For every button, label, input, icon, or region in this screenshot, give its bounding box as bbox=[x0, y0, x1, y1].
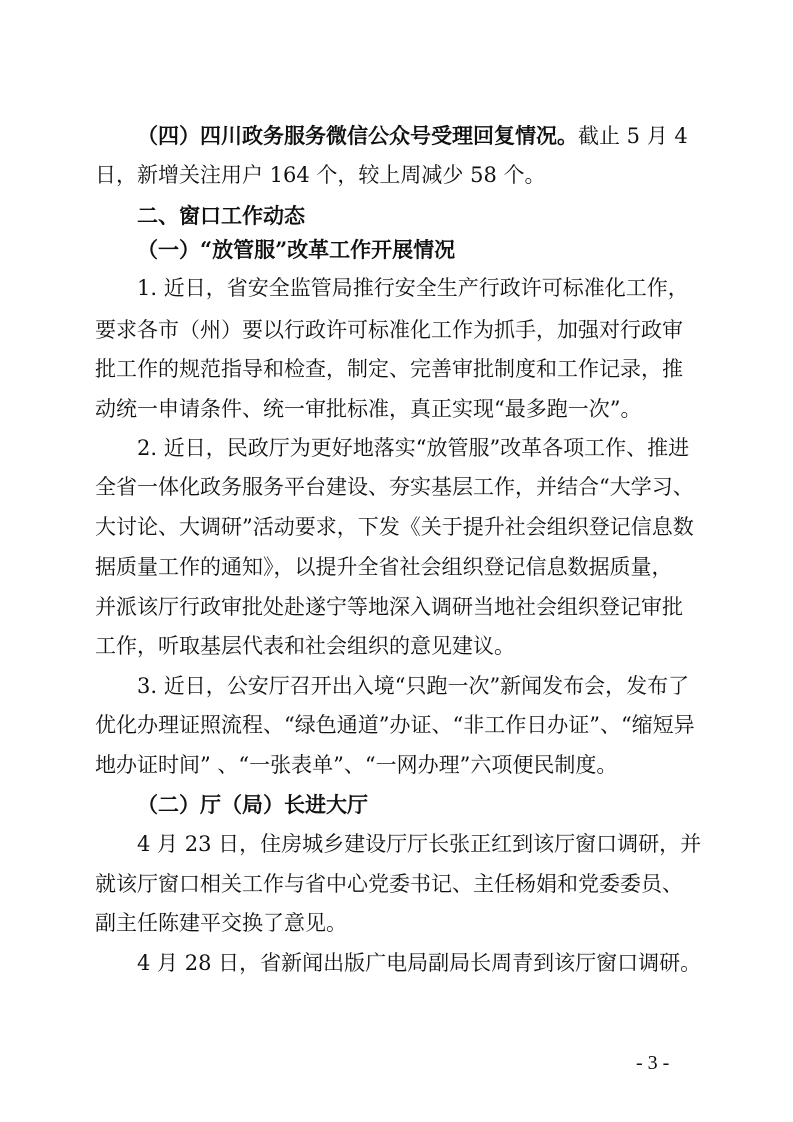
item2-line: 全省一体化政务服务平台建设、夯实基层工作，并结合“大学习、 bbox=[95, 475, 694, 499]
item1-line: 批工作的规范指导和检查，制定、完善审批制度和工作记录，推 bbox=[95, 357, 683, 381]
item2-line: 工作，听取基层代表和社会组织的意见建议。 bbox=[95, 634, 515, 658]
section4-title: （四）四川政务服务微信公众号受理回复情况。 bbox=[137, 123, 578, 148]
sub2-para1-line: 副主任陈建平交换了意见。 bbox=[95, 911, 347, 935]
item2-line: 据质量工作的通知》，以提升全省社会组织登记信息数据质量， bbox=[95, 555, 673, 579]
sub2-para1-line: 就该厅窗口相关工作与省中心党委书记、主任杨娟和党委委员、 bbox=[95, 872, 683, 896]
section4-line2: 日，新增关注用户 164 个，较上周减少 58 个。 bbox=[95, 163, 546, 187]
item2-line: 2. 近日，民政厅为更好地落实“放管服”改革各项工作、推进 bbox=[137, 436, 690, 460]
sub2-para2-line: 4 月 28 日，省新闻出版广电局副局长周青到该厅窗口调研。 bbox=[137, 951, 702, 975]
item3-line: 3. 近日，公安厅召开出入境“只跑一次”新闻发布会，发布了 bbox=[137, 674, 690, 698]
item2-line: 并派该厅行政审批处赴遂宁等地深入调研当地社会组织登记审批 bbox=[95, 595, 683, 619]
item3-line: 地办证时间” 、“一张表单”、“一网办理”六项便民制度。 bbox=[95, 753, 618, 777]
section2-heading: 二、窗口工作动态 bbox=[137, 203, 305, 228]
page-number: - 3 - bbox=[636, 1052, 670, 1074]
item2-line: 大讨论、大调研”活动要求，下发《关于提升社会组织登记信息数 bbox=[95, 515, 694, 539]
item1-line: 1. 近日，省安全监管局推行安全生产行政许可标准化工作， bbox=[137, 276, 689, 300]
section4-line1 bbox=[137, 116, 793, 156]
subsection2-heading: （二）厅（局）长进大厅 bbox=[137, 792, 368, 817]
item1-line: 要求各市（州）要以行政许可标准化工作为抓手，加强对行政审 bbox=[95, 318, 683, 342]
subsection1-heading: （一）“放管服”改革工作开展情况 bbox=[137, 237, 456, 262]
item1-line: 动统一申请条件、统一审批标准，真正实现“最多跑一次”。 bbox=[95, 397, 642, 421]
section4-line1-text: 截止 5 月 4 bbox=[578, 124, 688, 148]
item3-line: 优化办理证照流程、“绿色通道”办证、“非工作日办证”、“缩短异 bbox=[95, 713, 695, 737]
sub2-para1-line: 4 月 23 日，住房城乡建设厅厅长张正红到该厅窗口调研，并 bbox=[137, 832, 702, 856]
